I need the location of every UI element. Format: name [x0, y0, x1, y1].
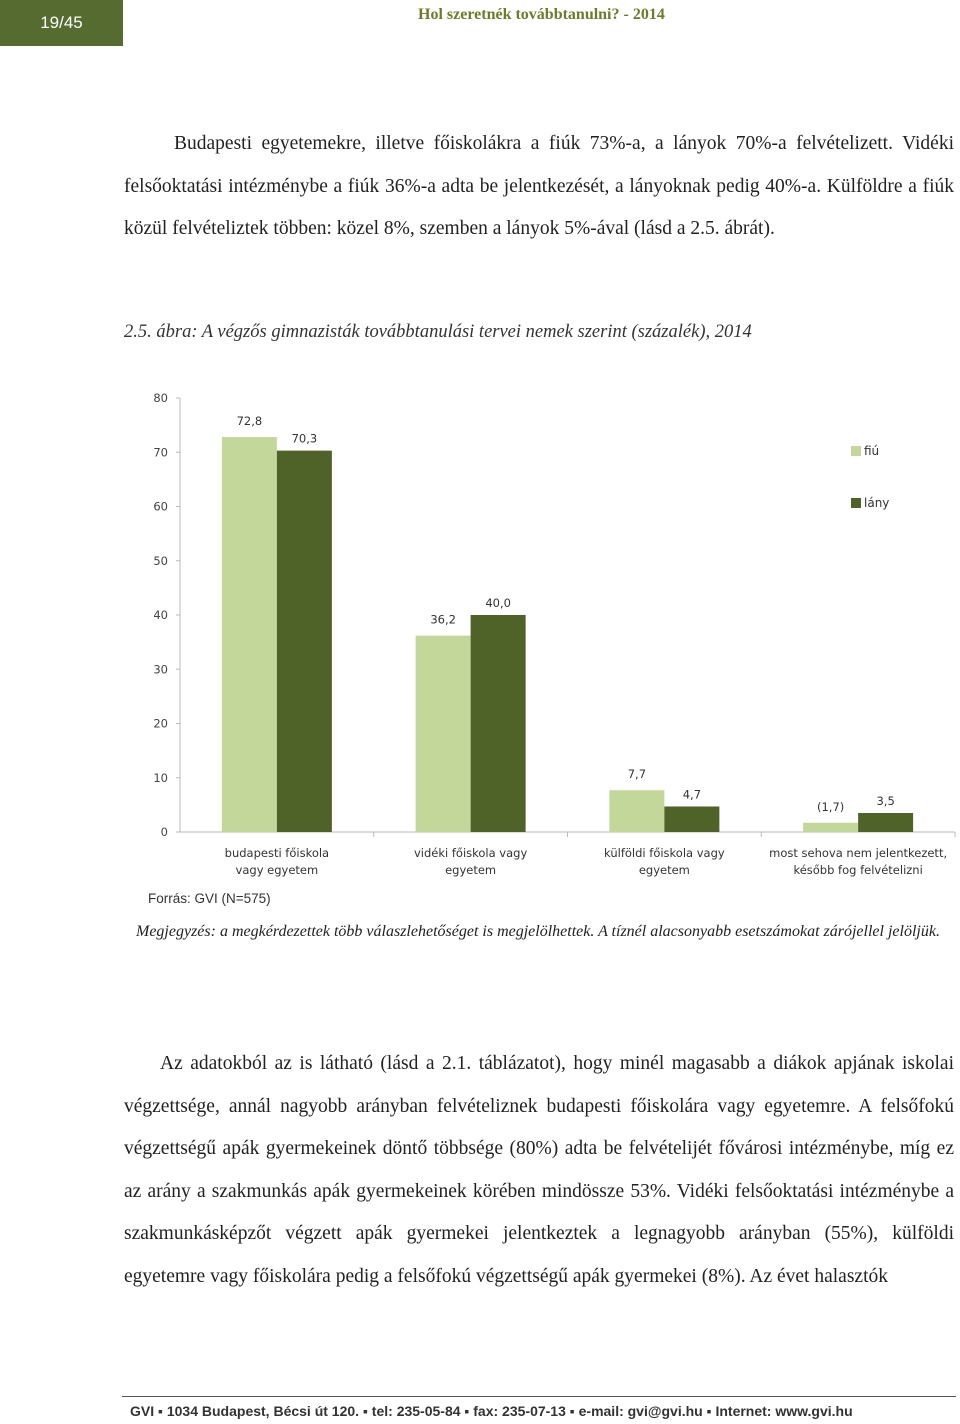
category-label: külföldi főiskola vagy: [604, 846, 725, 860]
y-tick-label: 50: [153, 553, 168, 568]
legend-label: lány: [864, 496, 890, 510]
y-tick-label: 40: [153, 608, 168, 622]
data-label: 72,8: [236, 414, 263, 429]
analysis-text: Az adatokból az is látható (lásd a 2.1. táblázatot), hogy minél magasabb a diákok apjának iskolai végzettsége, annál nagyobb arányban felvételiznek budapesti főiskolára vagy egyetemre. A felsőfokú végzettségű apák gyermekeinek döntő többsége (80%) adta be felvételijét fővárosi intézménybe, míg ez az arány a szakmunkás apák gyermekeinek körében mindössze 53%. Vidéki felsőoktatási intézménybe a szakmunkásképzőt végzett apák gyermekei jelentkeztek a legnagyobb arányban (55%), külföldi egyetemre vagy főiskolára pedig a felsőfokú végzettségű apák gyermekei (8%). Az évet halasztók: [124, 1053, 954, 1287]
footer: GVI ▪ 1034 Budapest, Bécsi út 120. ▪ tel: 235-05-84 ▪ fax: 235-07-13 ▪ e-mail: gvi@gvi.hu ▪ Internet: www.gvi.hu: [130, 1403, 853, 1419]
page-number: 19/45: [40, 13, 83, 32]
chart-source: Forrás: GVI (N=575): [148, 891, 271, 906]
category-label: budapesti főiskola: [224, 846, 330, 860]
page-number-badge: [0, 0, 123, 46]
legend-swatch-fiú: [851, 446, 861, 456]
y-tick-label: 80: [153, 391, 168, 405]
category-label: egyetem: [445, 863, 497, 877]
data-label: 70,3: [291, 431, 318, 446]
y-tick-label: 60: [153, 499, 168, 514]
bar-lány: [664, 807, 719, 832]
data-label: 3,5: [876, 794, 895, 809]
data-label: 40,0: [485, 596, 511, 610]
category-label: egyetem: [638, 863, 690, 877]
intro-text: Budapesti egyetemekre, illetve főiskolákra a fiúk 73%-a, a lányok 70%-a felvételizett. Vidéki felsőoktatási intézménybe a fiúk 36%-a adta be jelentkezését, a lányoknak pedig 40%-a. Külföldre a fiúk közül felvételiztek többen: közel 8%, szemben a lányok 5%-ával (lásd a 2.5. ábrát).: [124, 133, 954, 240]
category-label: később fog felvételizni: [793, 863, 923, 877]
data-label: 36,2: [430, 612, 456, 627]
bar-lány: [858, 813, 913, 832]
figure-caption: 2.5. ábra: A végzős gimnazisták továbbtanulási tervei nemek szerint (százalék), 2014: [124, 322, 752, 342]
y-tick-label: 20: [153, 716, 168, 731]
header-title: Hol szeretnék továbbtanulni? - 2014: [418, 6, 665, 23]
footer-divider: [122, 1396, 956, 1397]
y-tick-label: 30: [153, 662, 168, 677]
y-tick-label: 10: [153, 770, 168, 785]
bar-chart: [140, 380, 960, 890]
data-label: 7,7: [627, 767, 647, 782]
chart-note: Megjegyzés: a megkérdezettek több válaszlehetőséget is megjelölhettek. A tíznél alacsonyabb esetszámokat zárójellel jelöljük.: [136, 923, 940, 940]
analysis-paragraph: [124, 1043, 954, 1299]
category-label: most sehova nem jelentkezett,: [769, 846, 948, 860]
bar-fiú: [416, 636, 471, 832]
data-label: 4,7: [682, 787, 702, 802]
legend-swatch-lány: [851, 498, 861, 508]
bar-fiú: [609, 790, 664, 832]
bar-lány: [277, 451, 332, 832]
category-label: vagy egyetem: [235, 863, 319, 877]
legend-label: fiú: [864, 444, 880, 458]
y-tick-label: 0: [160, 825, 168, 839]
category-label: vidéki főiskola vagy: [413, 846, 528, 860]
intro-paragraph: [124, 123, 954, 251]
y-tick-label: 70: [153, 445, 168, 460]
bar-lány: [471, 615, 526, 832]
bar-fiú: [222, 437, 277, 832]
data-label: (1,7): [816, 799, 845, 814]
bar-fiú: [803, 823, 858, 832]
